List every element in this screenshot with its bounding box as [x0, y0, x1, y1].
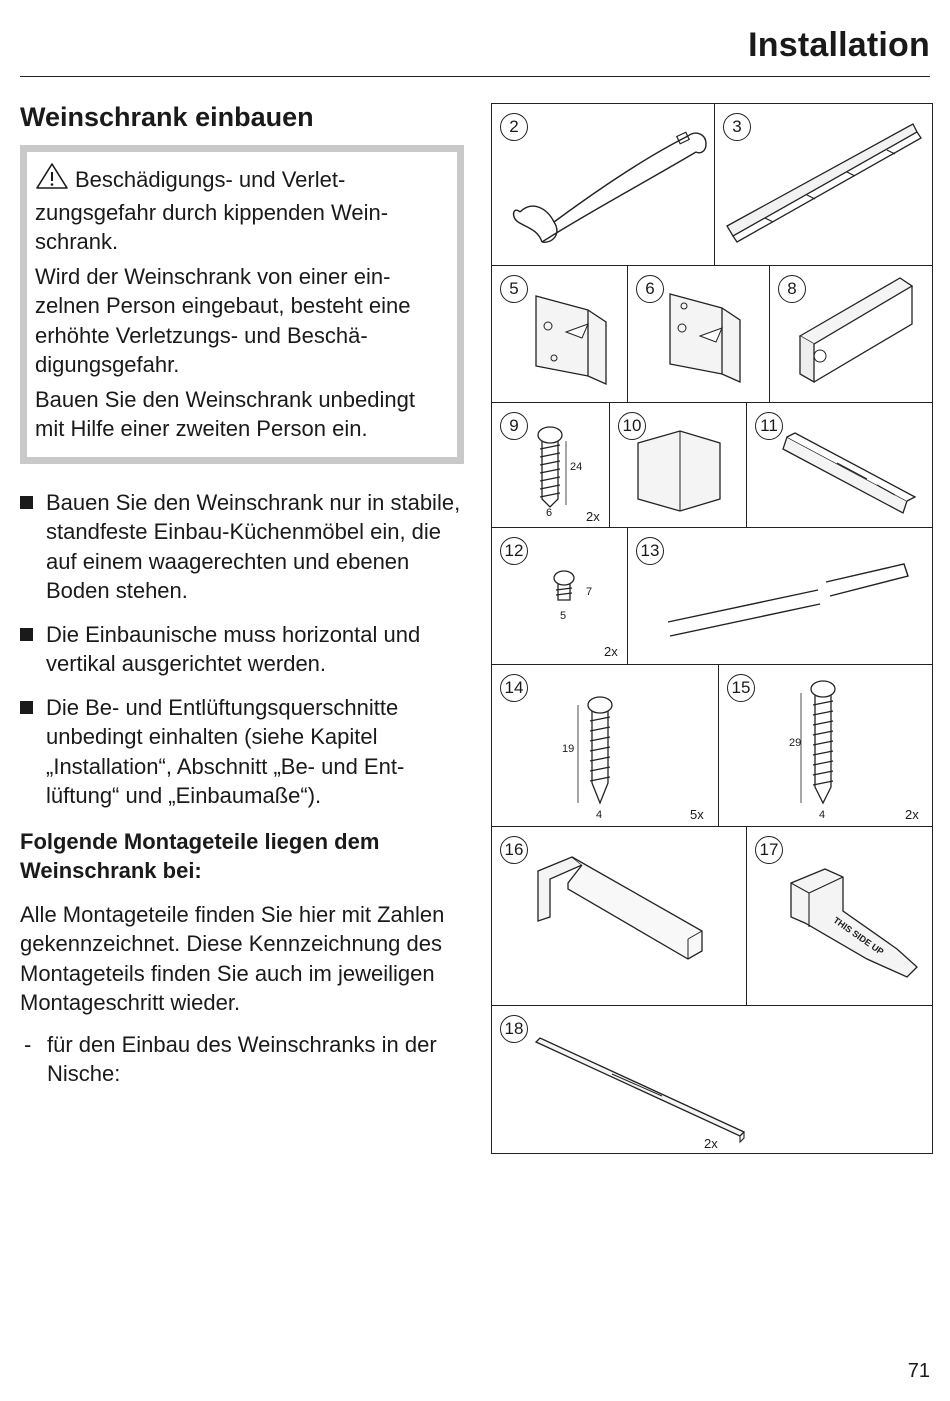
square-bullet-icon	[20, 496, 33, 509]
quantity-label: 2x	[604, 644, 618, 659]
part-cell-6	[628, 266, 770, 403]
square-bullet-icon	[20, 628, 33, 641]
screw-illustration	[719, 665, 932, 827]
part-cell-17	[747, 827, 932, 1006]
part-cell-3	[715, 104, 932, 266]
bracket-illustration	[628, 266, 770, 403]
handle-cover-illustration	[492, 827, 747, 1006]
this-side-up-label: THIS SIDE UP	[831, 914, 886, 958]
list-item-text: Die Be- und Entlüftungsquerschnitte unbedingt einhalten (siehe Kapitel „Installation“, Abschnitt „Be- und Entlüftung“ und „Einbaumaße“).	[46, 694, 405, 808]
dimension-length: 7	[586, 586, 593, 598]
part-cell-2	[492, 104, 715, 266]
part-number: 12	[500, 537, 528, 565]
left-column	[20, 100, 464, 1089]
part-number: 6	[636, 275, 664, 303]
dimension-diameter: 4	[596, 809, 603, 821]
warning-paragraph: Wird der Weinschrank von einer einzelnen Person eingebaut, besteht eine erhöhte Verletzungs- und Beschädigungsgefahr.	[35, 263, 411, 377]
list-item	[20, 620, 464, 679]
slotted-bracket-illustration	[747, 403, 932, 528]
part-number: 16	[500, 836, 528, 864]
part-cell-18	[492, 1006, 932, 1153]
list-item-text: Bauen Sie den Weinschrank nur in stabile, standfeste Einbau-Küchenmöbel ein, die auf einem waagerechten und ebenen Boden stehen.	[46, 489, 461, 603]
list-item	[20, 488, 464, 606]
trim-strip-illustration	[628, 528, 932, 665]
part-cell-13	[628, 528, 932, 665]
dash-marker: -	[24, 1031, 32, 1057]
part-cell-5	[492, 266, 628, 403]
warning-lead	[35, 162, 447, 257]
parts-intro: Alle Montageteile finden Sie hier mit Zahlen gekennzeichnet. Diese Kennzeichnung des Montageteils finden Sie auch im jeweiligen Montageschritt wieder.	[20, 901, 445, 1015]
part-number: 13	[636, 537, 664, 565]
page-header-title: Installation	[748, 26, 930, 64]
part-cell-15	[719, 665, 932, 827]
long-strip-illustration	[492, 1006, 932, 1153]
dash-list-item-text: für den Einbau des Weinschranks in der Nische:	[47, 1031, 437, 1086]
part-number: 2	[500, 113, 528, 141]
page-number: 71	[907, 1360, 930, 1382]
screw-illustration	[492, 665, 719, 827]
quantity-label: 5x	[690, 807, 704, 822]
part-number: 14	[500, 674, 528, 702]
part-cell-12	[492, 528, 628, 665]
part-number: 18	[500, 1015, 528, 1043]
part-number: 3	[723, 113, 751, 141]
open-end-wrench-illustration	[492, 104, 715, 266]
part-number: 11	[755, 412, 783, 440]
dimension-diameter: 6	[546, 507, 553, 519]
part-number: 17	[755, 836, 783, 864]
warning-triangle-icon	[35, 162, 69, 198]
bullet-list	[20, 488, 464, 811]
cover-cap-illustration	[610, 403, 747, 528]
part-number: 15	[727, 674, 755, 702]
part-cell-8	[770, 266, 932, 403]
list-item-text: Die Einbaunische muss horizontal und vertikal ausgerichtet werden.	[46, 621, 421, 676]
part-number: 8	[778, 275, 806, 303]
warning-box	[20, 145, 464, 464]
dimension-length: 29	[789, 737, 802, 749]
part-cell-9	[492, 403, 610, 528]
part-cell-11	[747, 403, 932, 528]
square-bullet-icon	[20, 701, 33, 714]
quantity-label: 2x	[905, 807, 919, 822]
quantity-label: 2x	[704, 1136, 718, 1151]
hinge-template-illustration	[770, 266, 932, 403]
header-divider	[20, 76, 930, 77]
section-title: Weinschrank einbauen	[20, 102, 314, 132]
parts-grid	[491, 103, 933, 1154]
list-item	[20, 693, 464, 811]
part-cell-14	[492, 665, 719, 827]
part-number: 5	[500, 275, 528, 303]
dimension-diameter: 5	[560, 610, 567, 622]
part-cell-16	[492, 827, 747, 1006]
warning-paragraph: Bauen Sie den Weinschrank unbedingt mit Hilfe einer zweiten Person ein.	[35, 386, 415, 441]
part-cell-10	[610, 403, 747, 528]
part-number: 9	[500, 412, 528, 440]
warning-lead-text: Beschädigungs- und Verletzungsgefahr durch kippenden Weinschrank.	[35, 167, 389, 254]
dash-list-item	[20, 1030, 464, 1089]
bracket-illustration	[492, 266, 628, 403]
quantity-label: 2x	[586, 509, 600, 524]
dimension-diameter: 4	[819, 809, 826, 821]
dimension-length: 19	[562, 743, 575, 755]
dimension-length: 24	[570, 461, 583, 473]
parts-heading: Folgende Montageteile liegen dem Weinschrank bei:	[20, 828, 380, 883]
mounting-rail-illustration	[715, 104, 932, 266]
part-number: 10	[618, 412, 646, 440]
